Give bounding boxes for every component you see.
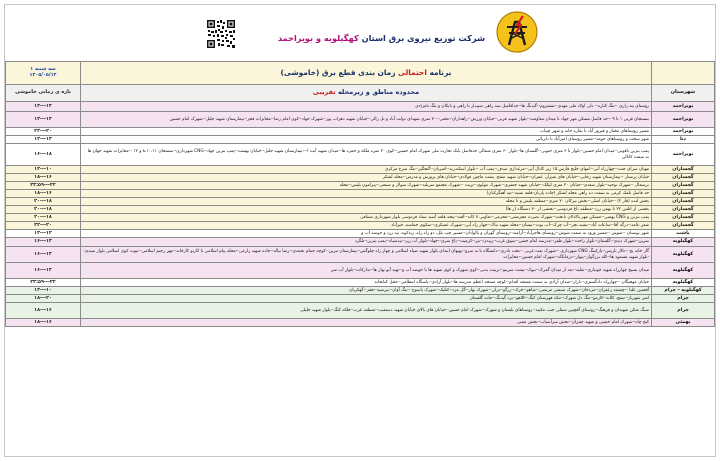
table-row <box>6 102 715 112</box>
cell-time: ۲۰---۱۸ <box>6 295 81 303</box>
cell-city: گچساران <box>652 198 715 206</box>
cell-city: بویراحمد <box>652 128 715 136</box>
column-header-area-accent: تقریبی <box>312 88 336 97</box>
column-header-area <box>81 85 652 102</box>
cell-area: پمپ بنزین و CNG بهمنی--مسکن مهر پاکدلان تانخت--شهرک نصرت مجرتشی--محرمی--تعاونی ۷ کانه--آقبه--پنجه قلعه آسید ستاد فردوسی بلوار شهرداری شفافی <box>81 214 652 222</box>
table-title-row <box>6 62 715 85</box>
cell-area: آقجیین علیا --چشمه زعفران--مرذخان--شهرک صنعتی مرتضی--شاهو--خرک--زرگو--ترلی--شهرک بهار--گل مرد--کتلیک--شهرک یاسوج --تنگ آوان--بیرسیه--فجر--گهکریان <box>81 287 652 295</box>
cell-area: سنگ شکن شهیدان و فرهنگ--روستای آقچیین سفلی جنب مکینه--روستاهای بلیسان و شهرک--شهرک امام حسین--خیابان های بالای خیابان شهید دستغیب--منطقه غرب--فلکه کنگ--بلوار شهید جلیلی <box>81 303 652 319</box>
cell-area: بخش لنده (فاز ۲) --خیابان اصلی--بخش تیرکان ۲۰ متری--منطقه پلیس و تا محله <box>81 198 652 206</box>
cell-time: ۱۲---۱۴ <box>6 230 81 238</box>
cell-city: کهگیلویه <box>652 247 715 263</box>
cell-area: پمپ بنزین یاقوتی--میدان امام حسین--بلوار تا ۶ متری جنوبی--گلستان ها--بلوار ۶۰ متری شمالی حدفاصل بانک تجارت ملی شهرک امام حسین--کوی ۲۰ متره ملکه و حمزه ها--میدان شهید آیت ا---بیمارستان شهید جلیل--خیابان بهشت--پمپ بنزین جهاد--CNG شهرداری--بنستجان ۸،۱۰،۱۱ و ۱۲ --مخابرات شهید جهان ها به سمت کاتالن <box>81 144 652 166</box>
table-row <box>6 295 715 303</box>
cell-time: ۱۴---۱۶ <box>6 247 81 263</box>
cell-area: بخشی از اتلس ۲۲ تا بهمن زرد--منطقه باغ فردوسی--بخشی از ۳۰ دستگاه (ر ها) <box>81 206 652 214</box>
cell-city: چرام <box>652 303 715 319</box>
column-header-city: شهرستان <box>652 85 715 102</box>
cell-city: باشت <box>652 230 715 238</box>
table-row <box>6 182 715 190</box>
cell-city: چرام <box>652 295 715 303</box>
cell-city: گچساران <box>652 190 715 198</box>
cell-city: کهگیلویه - چرام <box>652 287 715 295</box>
column-header-area-prefix: محدوده مناطق و زیرمحله <box>335 88 420 97</box>
table-row <box>6 190 715 198</box>
table-row <box>6 214 715 222</box>
cell-city: گچساران <box>652 206 715 214</box>
table-row <box>6 222 715 230</box>
cell-time: ۲۰---۲۲ <box>6 222 81 230</box>
cell-time: ۱۴---۱۶ <box>6 263 81 279</box>
title-suffix: زمان بندی قطع برق (خاموشی) <box>280 68 399 78</box>
table-row <box>6 279 715 287</box>
date-value: ۱۴۰۵/۰۵/۱۳ <box>29 73 57 78</box>
cell-city: بهمئی <box>652 319 715 327</box>
company-logo-icon <box>493 10 541 54</box>
cell-time: ۱۴---۱۲ <box>6 102 81 112</box>
schedule-table <box>5 61 715 327</box>
cell-time: ۱۸---۱۶ <box>6 144 81 166</box>
cell-city: بویراحمد <box>652 102 715 112</box>
cell-time: ۱۴---۱۲ <box>6 136 81 144</box>
table-row <box>6 206 715 214</box>
cell-time: ۱۸---۲۰ <box>6 214 81 222</box>
cell-time: ۱۰---۱۲ <box>6 287 81 295</box>
cell-city: گچساران <box>652 222 715 230</box>
table-row <box>6 128 715 136</box>
table-row <box>6 144 715 166</box>
table-row <box>6 112 715 128</box>
cell-area: روستای پته زاری --تنگ کناره-- دلی اولاد ملی مهدی--ششروم--گیدنگ ها--حداقامیل سه راهی سپیدار تا راهی و بابکان و تنگ تامرادی <box>81 102 652 112</box>
table-row <box>6 287 715 295</box>
cell-city: گچساران <box>652 166 715 174</box>
company-accent: کهگیلویه و بویراحمد <box>277 33 359 43</box>
cell-area: خیابان پرستار --بیمارستان شهید رجایی--خیابان های شیراز، عمران--خیابان شهید مفتح، پشت ماچین فولادی--خیابان های پرورش و مدرس--محله لشکر <box>81 174 652 182</box>
cell-area: کنج چاه--شهرک امام خمینی و شهید چمران--بخش سرآسیاب--بخش ممبی <box>81 319 652 327</box>
cell-time: ۱۶---۱۸ <box>6 174 81 182</box>
cell-time: ۱۴---۱۶ <box>6 238 81 247</box>
cell-time: ۲۲---۲۳:۵۹ <box>6 182 81 190</box>
title-row-spacer <box>652 62 715 85</box>
cell-city: دنا <box>652 136 715 144</box>
cell-time: ۱۸---۲۰ <box>6 206 81 214</box>
cell-area: شهر سخت و روستاهای حومه--مسیر روستای امیرآباد تا دلربائی <box>81 136 652 144</box>
qr-code-icon <box>206 19 236 49</box>
table-row <box>6 303 715 319</box>
cell-area: نرسمال --شهرک توحید--بلوار سعدی--خیابان ۲۰ متری لیکک--خیابان شهید جعفری--شهرک مولوی--تربت --شهرک مجتمع سربلند--شهرک سولار و صنعتی--پیرامون پلیس--محله <box>81 182 652 190</box>
cell-time: ۲۲---۲۳:۵۹ <box>6 279 81 287</box>
column-header-time: بازه ی زمانی خاموشی <box>6 85 81 102</box>
cell-time: ۱۶---۱۸ <box>6 319 81 327</box>
table-row <box>6 174 715 182</box>
cell-area: سرین--شهرک دیدی--گلستان--بلوار راحت--بلوار ظفر--مدرسه امام حسن--سوق غرب--زیبدن--نیر--کرمیت--باغ سری--جهاد--بلوار آب ریز--بیدسیاه--پمپ بنزین--تلگرد <box>81 238 652 247</box>
cell-city: گچساران <box>652 214 715 222</box>
table-row <box>6 136 715 144</box>
table-row <box>6 238 715 247</box>
table-row <box>6 166 715 174</box>
cell-area: شعر عامه--درگه آقا--ساعات آباد--نشید نجر--آب چرک--آب نوت--نیسان--محله شهید تباک--چهار راه آبی--شهرک عسکری--سکوی حماسه، خیرآباد <box>81 222 652 230</box>
title-accent: احتمالی <box>398 68 427 78</box>
cell-area: مسیر روستاهای مختار و فیروز آباد تا نقاره خانه و شهر چیتاب <box>81 128 652 136</box>
company-prefix: شرکت توزیع نیروی برق استان <box>361 33 485 43</box>
cell-area: خیابان مهجیگان --چهارراه دادگستری--بازار--میدان آزادی به سمت مسجد اقدام--کوچه مسجد اعظم مدرسه ها--بلوار آزادی--پاسگاه انتظامی--محل کتابخانه <box>81 279 652 287</box>
table-row <box>6 198 715 206</box>
title-prefix: برنامه <box>426 68 452 78</box>
cell-city: گچساران <box>652 174 715 182</box>
table-header-row <box>6 85 715 102</box>
cell-city: کهگیلویه <box>652 238 715 247</box>
cell-area: مهیان سرای جنت--چهارراه آبی--انتهای خلیج فارس ۱۵ زیر کانال آبی--مرغداری صدف--پمپ آب --بلوار اسکندریه--امیربان--گنجگیر--تنگ سرخ مرکزی <box>81 166 652 174</box>
cell-time: ۱۶---۱۸ <box>6 303 81 319</box>
cell-city: کهگیلویه <box>652 279 715 287</box>
table-row <box>6 247 715 263</box>
company-title <box>255 33 485 43</box>
cell-time: ۱۰---۱۲ <box>6 166 81 174</box>
cell-time: ۲۰---۲۲ <box>6 128 81 136</box>
cell-area: میدان بسیج چهارراه شهید خونباری--نقلیه--بعد از میدان گمرک--بیوک--پشت سرینو--تربیت بدنی--کوی شهرک و کوی شهید ها یا حوضه آب و--تهیه آبو نهار ها--تدارکات--بلوار آب سر <box>81 263 652 279</box>
date-cell <box>6 62 81 85</box>
cell-area: امیر شهریار--تیمچ، کلانه--کازمو--تنگ دل شهرک--تنکه فهرستان کنگ--کلاهو--برد گیدنگ--جاده گلستان <box>81 295 652 303</box>
cell-area: شهر بوسنان --شوش --مسیر ورود به سمت شوش--روستای هاجرآباد--آرامنه--روستای گهران و یالوادان--مسیر چپ بلل، دو راه راه، ریدکوه، بید زرد و حوضه آب و <box>81 230 652 238</box>
cell-city: بویراحمد <box>652 112 715 128</box>
table-row <box>6 230 715 238</box>
cell-time: ۱۶---۱۸ <box>6 190 81 198</box>
cell-city: گچساران <box>652 182 715 190</box>
cell-area: بنستجان قرنی ۱ تا ۹ --حد فاصل مسکن مهر جهاد تا میدان مقاومت--بلوار شهید قرنی--خیابان ورزش--راهداران--نخعی--۳۰ متری شهدای دولت آباد و تل زالی--خیابان شهید دهراب پور--شهرک جهاد--کوی امام رضا--مخابرات فجر--بیمارستان شهید جلیل--شهرک امام حسین <box>81 112 652 128</box>
cell-city: کهگیلویه <box>652 263 715 279</box>
table-row <box>6 263 715 279</box>
table-title <box>81 62 652 85</box>
cell-city: بویراحمد <box>652 144 715 166</box>
cell-time: ۱۴---۱۲ <box>6 112 81 128</box>
cell-time: ۱۸---۲۰ <box>6 198 81 206</box>
cell-area: حد فاصل تلفک کرمی به سمت ده راهی محله لشکر (جاده پازنان-قلعه شنبه--تپه آهنگرکیان) <box>81 190 652 198</box>
cell-area: گار خانه یخ --تالار بازیس--پارکینگ CNG شهرداری --شهرک نفت غربی --تخت نادری--دانشگاه تا به سرو--بهبهان ابتدای بلوار شهید ضیاء اسلامی و چهار راه چلوگس--بیمارستان تبرین--کوچه حمام نحمدی--رضا تپاله--جاده شهید زارعی--محله پیام اسلامی تا کارنو کارخانه--مهر رحیم اسلامی--نبوت کوی اسلامی بلوار سیدی--بلوار شهید مسعود ها--کله بزرگوار--پیوار--درمانگاه--شهرک امام حسین--مخابرات <box>81 247 652 263</box>
date-weekday: سه شنبه ۱ <box>30 67 56 72</box>
table-row <box>6 319 715 327</box>
